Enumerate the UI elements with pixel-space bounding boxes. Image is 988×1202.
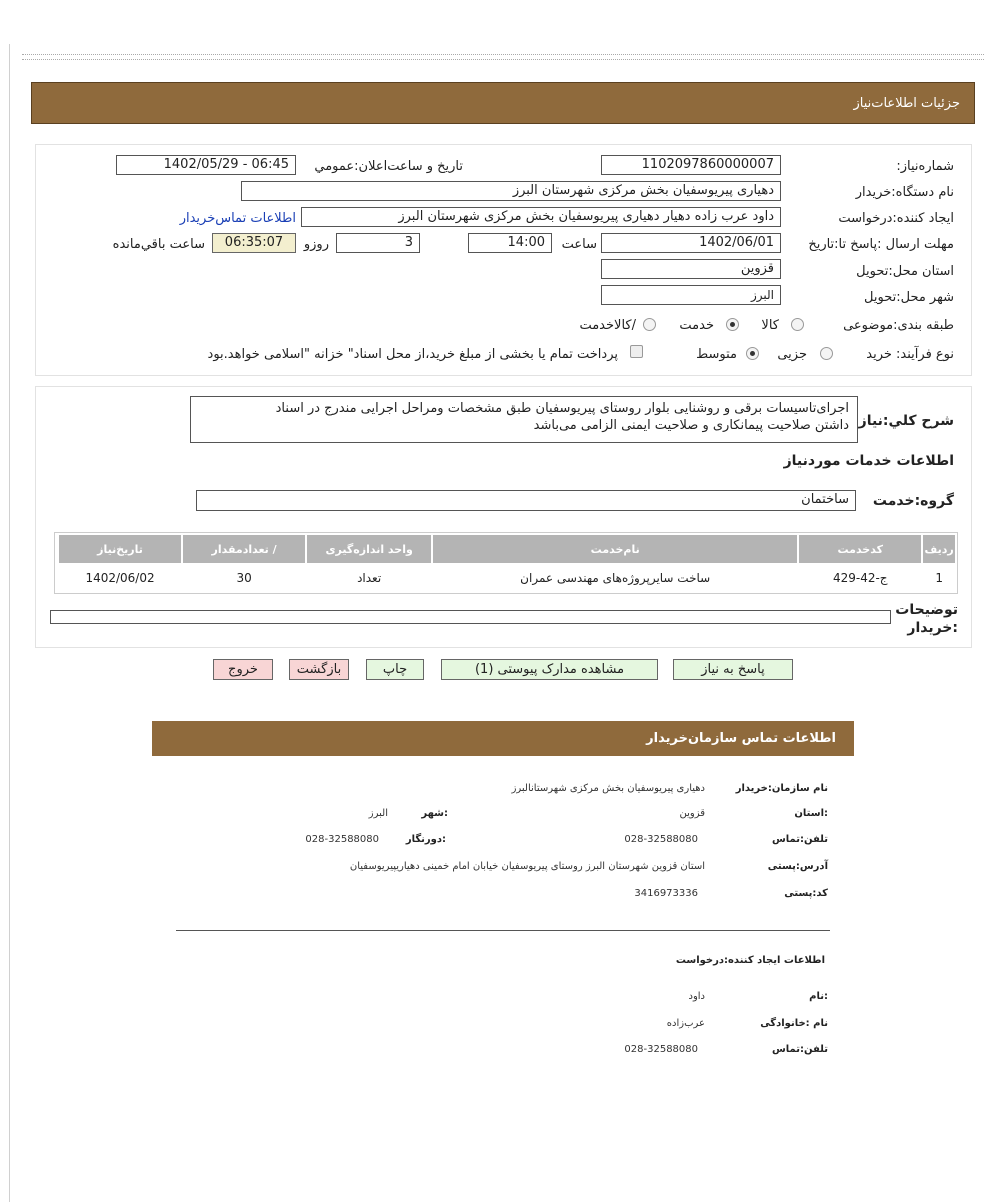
postal-label: کد‌:پستی xyxy=(784,888,828,899)
general-desc-line-1: اجرای‌تاسیسات برقی و روشنایی بلوار روستای پیریوسفیان طبق مشخصات ومراحل اجرایی مندرج در اسناد xyxy=(275,401,849,416)
contact-phone-value: 028-32588080 xyxy=(624,834,698,845)
address-value: استان قزوین شهرستان البرز روستای پیریوسفیان خیابان امام خمینی دهیاریپیریوسفیان xyxy=(349,861,705,872)
services-table-wrap xyxy=(54,532,958,594)
buyer-org-label: نام دستگاه‌:خريدار xyxy=(855,185,954,200)
process-label: نوع فرآیند: خرید xyxy=(866,347,954,362)
need-details-panel xyxy=(35,144,972,376)
view-attachments-button[interactable]: مشاهده مدارک پيوستی (1) xyxy=(441,659,658,680)
creator-phone-label: تلفن‌:تماس xyxy=(771,1044,828,1055)
creator-name-value: داود xyxy=(688,991,705,1002)
creator-family-label: نام :خانوادگی xyxy=(760,1018,828,1029)
category-goods-label: کالا xyxy=(761,318,779,333)
breadcrumb: جزئيات اطلاعات‌نیاز xyxy=(853,96,960,111)
buyer-notes-label-1: توضيحات xyxy=(895,602,958,618)
cell-code: ج-42-429 xyxy=(832,571,888,585)
service-group-field[interactable]: ساختمان xyxy=(196,490,856,511)
cell-qty: 30 xyxy=(236,571,252,585)
requester-label: ايجاد کننده‌:درخواست xyxy=(838,211,954,226)
cell-date: 1402/06/02 xyxy=(85,571,155,585)
contact-fax-label: :دورنگار xyxy=(405,834,446,845)
services-table xyxy=(57,533,957,593)
process-partial-radio[interactable] xyxy=(820,347,833,360)
top-divider xyxy=(22,54,984,60)
postal-value: 3416973336 xyxy=(634,888,698,899)
time-label: ساعت xyxy=(561,237,597,252)
address-label: آدرس‌:پستی xyxy=(767,861,828,872)
city-label: شهر محل‌:تحويل xyxy=(864,290,954,305)
table-header-row xyxy=(59,535,955,563)
general-desc-box xyxy=(190,396,858,443)
need-number-label: شماره‌نیاز: xyxy=(896,159,954,174)
category-service-label: خدمت xyxy=(679,318,714,333)
cell-unit: تعداد xyxy=(357,571,382,585)
category-goods-radio[interactable] xyxy=(791,318,804,331)
process-medium-label: متوسط xyxy=(696,347,737,362)
service-group-label: گروه:خدمت xyxy=(872,493,954,509)
deadline-date-field[interactable]: 1402/06/01 xyxy=(601,233,781,253)
cell-row: 1 xyxy=(935,571,943,585)
back-button[interactable]: بازگشت xyxy=(289,659,349,680)
general-desc-line-2: داشتن صلاحیت پیمانکاری و صلاحیت ایمنی الزامی می‌باشد xyxy=(533,418,849,433)
exit-button[interactable]: خروج xyxy=(213,659,273,680)
days-label: روزو xyxy=(303,237,329,252)
category-goods-service-label: /کالاخدمت xyxy=(579,318,636,333)
deadline-time-field[interactable]: 14:00 xyxy=(468,233,552,253)
general-desc-label: شرح کلي:نياز xyxy=(858,413,954,429)
remaining-time-field: 06:35:07 xyxy=(212,233,296,253)
process-medium-radio[interactable] xyxy=(746,347,759,360)
announce-date-field[interactable]: 1402/05/29 - 06:45 xyxy=(116,155,296,175)
contact-phone-label: تلفن‌:تماس xyxy=(771,834,828,845)
services-title: اطلاعات خدمات موردنياز xyxy=(783,453,954,469)
remaining-label: ساعت باقي‌مانده xyxy=(112,237,205,252)
contact-city-label: :شهر xyxy=(421,808,448,819)
buyer-notes-label xyxy=(895,601,958,637)
category-service-radio[interactable] xyxy=(726,318,739,331)
header-banner xyxy=(31,82,975,124)
requester-field[interactable]: داود عرب زاده دهیار دهیاری پیریوسفیان بخش مرکزی شهرستان البرز xyxy=(301,207,781,227)
contact-province-value: قزوین xyxy=(679,808,705,819)
respond-button[interactable]: پاسخ به نياز xyxy=(673,659,793,680)
province-label: استان محل‌:تحويل xyxy=(856,264,954,279)
contact-province-label: :استان xyxy=(794,808,828,819)
buyer-notes-label-2: :خريدار xyxy=(907,620,958,636)
buyer-notes-field[interactable] xyxy=(50,610,891,624)
org-label: نام سازمان:خريدار xyxy=(735,783,828,794)
treasury-payment-note: پرداخت تمام یا بخشی از مبلغ خرید،از محل اسناد" خزانه "اسلامی خواهد.بود xyxy=(207,347,618,362)
col-row: رديف xyxy=(923,535,955,563)
creator-family-value: عرب‌زاده xyxy=(666,1018,705,1029)
treasury-payment-checkbox[interactable] xyxy=(630,345,643,358)
col-code: کدخدمت xyxy=(799,535,921,563)
section-divider xyxy=(176,930,830,931)
org-value: دهیاری پیریوسفیان بخش مرکزی شهرستانالبرز xyxy=(511,783,705,794)
col-name: نام‌خدمت xyxy=(433,535,797,563)
col-unit: واحد اندازه‌گيری xyxy=(307,535,431,563)
creator-title: اطلاعات ايجاد کننده‌:درخواست xyxy=(675,955,825,966)
col-date: تاريخ‌نياز xyxy=(59,535,181,563)
contact-title: اطلاعات تماس سازمان‌خريدار xyxy=(646,731,836,746)
process-partial-label: جزیی xyxy=(777,347,807,362)
table-row xyxy=(59,565,955,591)
category-label: طبقه بندی‌:موضوعی xyxy=(843,318,954,333)
col-qty: / تعدادمقدار xyxy=(183,535,305,563)
cell-name: ساخت سایرپروژه‌های مهندسی عمران xyxy=(520,571,711,585)
contact-city-value: البرز xyxy=(368,808,388,819)
province-field[interactable]: قزوین xyxy=(601,259,781,279)
buyer-org-field[interactable]: دهیاری پیریوسفیان بخش مرکزی شهرستان البرز xyxy=(241,181,781,201)
city-field[interactable]: البرز xyxy=(601,285,781,305)
creator-phone-value: 028-32588080 xyxy=(624,1044,698,1055)
creator-name-label: :نام xyxy=(809,991,828,1002)
days-field[interactable]: 3 xyxy=(336,233,420,253)
announce-label: تاريخ و ساعت‌اعلان‌:عمومي xyxy=(314,159,463,174)
print-button[interactable]: چاپ xyxy=(366,659,424,680)
contact-banner xyxy=(152,721,854,756)
buyer-contact-link[interactable]: اطلاعات تماس‌خريدار xyxy=(179,211,296,226)
left-border xyxy=(9,44,10,1202)
need-number-field[interactable]: 1102097860000007 xyxy=(601,155,781,175)
deadline-label: مهلت ارسال :پاسخ تا‌:تاريخ xyxy=(808,237,954,252)
category-goods-service-radio[interactable] xyxy=(643,318,656,331)
contact-fax-value: 028-32588080 xyxy=(305,834,379,845)
